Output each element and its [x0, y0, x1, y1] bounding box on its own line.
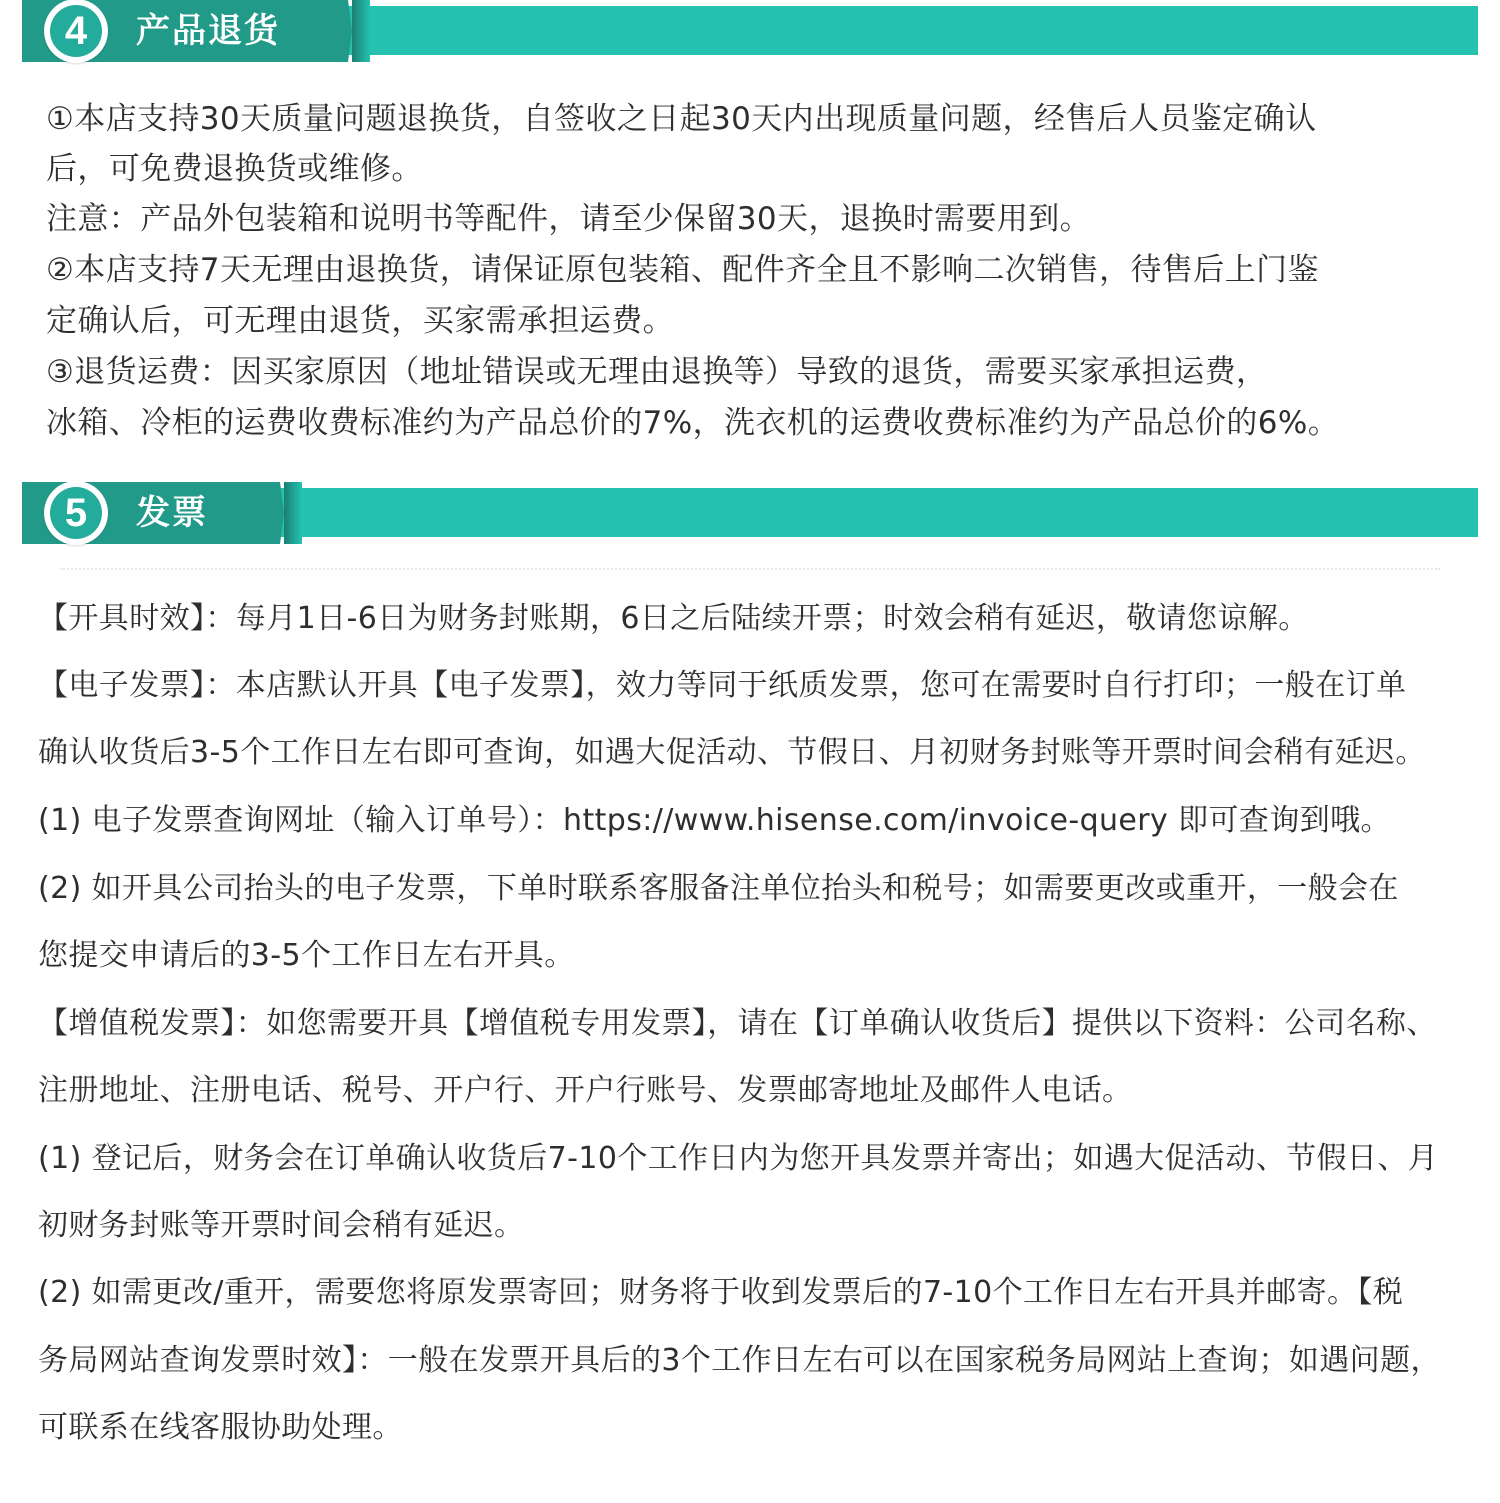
invoice-line: (2) 如开具公司抬头的电子发票，下单时联系客服备注单位抬头和税号；如需要更改或重开，一般会在 [38, 871, 1399, 906]
invoice-line: 【开具时效】：每月1日-6日为财务封账期，6日之后陆续开票；时效会稍有延迟，敬请您谅解。 [38, 601, 1309, 636]
invoice-line: 您提交申请后的3-5个工作日左右开具。 [38, 938, 575, 973]
header-tab-edge [284, 482, 302, 544]
invoice-line: 务局网站查询发票时效】：一般在发票开具后的3个工作日左右可以在国家税务局网站上查询；如遇问题， [38, 1343, 1441, 1378]
returns-line: 定确认后，可无理由退货，买家需承担运费。 [46, 303, 674, 339]
section-number-badge [44, 0, 108, 63]
invoice-line: 确认收货后3-5个工作日左右即可查询，如遇大促活动、节假日、月初财务封账等开票时间会稍有延迟。 [38, 735, 1426, 770]
returns-line: ③退货运费：因买家原因（地址错误或无理由退换等）导致的退货，需要买家承担运费， [46, 354, 1268, 390]
section-header-invoice [22, 482, 1478, 552]
section-number: 4 [50, 5, 102, 57]
section-number-badge [44, 481, 108, 545]
section-number: 5 [50, 487, 102, 539]
invoice-line: 初财务封账等开票时间会稍有延迟。 [38, 1208, 525, 1243]
divider [60, 568, 1440, 570]
section-header-returns [22, 0, 1478, 70]
section-title: 产品退货 [136, 11, 280, 51]
invoice-line: 【增值税发票】：如您需要开具【增值税专用发票】，请在【订单确认收货后】提供以下资料：公司名称、 [38, 1006, 1437, 1041]
section-title: 发票 [136, 493, 208, 533]
invoice-line: 【电子发票】：本店默认开具【电子发票】，效力等同于纸质发票，您可在需要时自行打印；一般在订单 [38, 668, 1407, 703]
returns-line: 注意：产品外包装箱和说明书等配件，请至少保留30天，退换时需要用到。 [46, 201, 1092, 237]
header-tab-edge [352, 0, 370, 62]
invoice-line: (1) 登记后，财务会在订单确认收货后7-10个工作日内为您开具发票并寄出；如遇大促活动、节假日、月 [38, 1141, 1439, 1176]
invoice-line: (1) 电子发票查询网址（输入订单号）：https://www.hisense.com/invoice-query 即可查询到哦。 [38, 803, 1391, 838]
invoice-line: 注册地址、注册电话、税号、开户行、开户行账号、发票邮寄地址及邮件人电话。 [38, 1073, 1133, 1108]
invoice-line: (2) 如需更改/重开，需要您将原发票寄回；财务将于收到发票后的7-10个工作日左右开具并邮寄。【税 [38, 1275, 1404, 1310]
returns-line: 后，可免费退换货或维修。 [46, 151, 423, 187]
returns-line: ①本店支持30天质量问题退换货，自签收之日起30天内出现质量问题，经售后人员鉴定确认 [46, 101, 1317, 137]
invoice-line: 可联系在线客服协助处理。 [38, 1410, 403, 1445]
returns-line: ②本店支持7天无理由退换货，请保证原包装箱、配件齐全且不影响二次销售，待售后上门鉴 [46, 252, 1319, 288]
returns-line: 冰箱、冷柜的运费收费标准约为产品总价的7%，洗衣机的运费收费标准约为产品总价的6%。 [46, 405, 1340, 441]
